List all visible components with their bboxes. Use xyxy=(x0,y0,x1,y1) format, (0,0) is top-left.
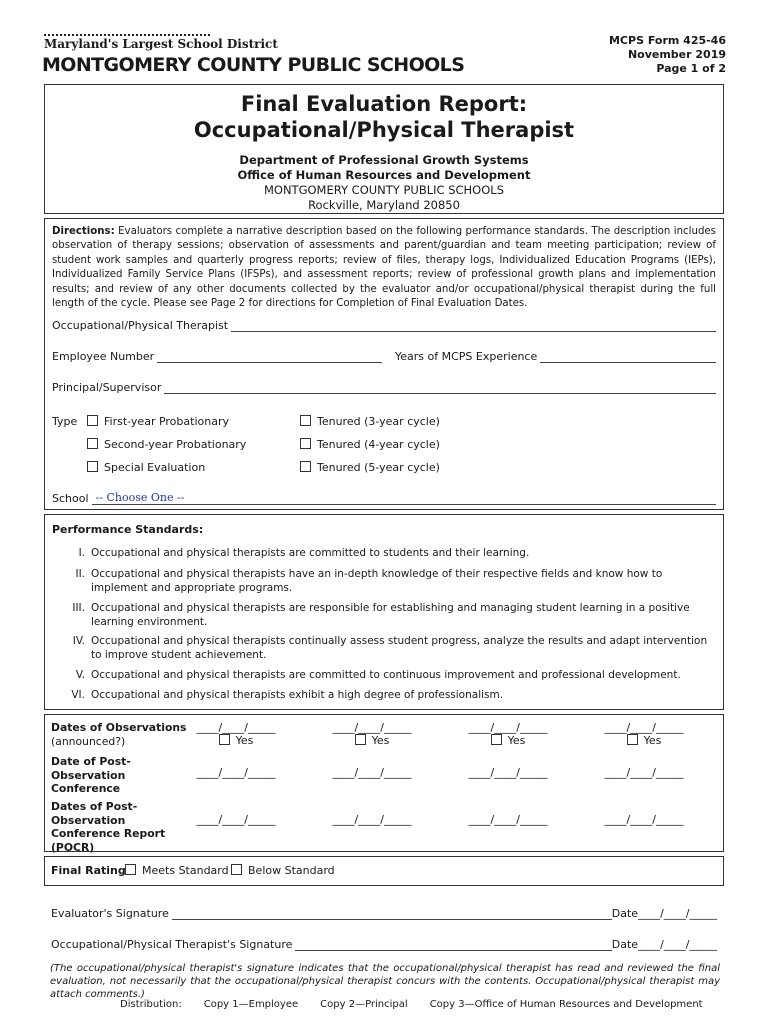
option-label: Tenured (5-year cycle) xyxy=(317,461,440,474)
announced-checkbox[interactable] xyxy=(463,734,553,747)
employee-number-field[interactable] xyxy=(52,350,382,363)
form-number: MCPS Form 425-46 xyxy=(608,34,726,47)
therapist-signature-input[interactable] xyxy=(295,938,611,951)
option-label: First-year Probationary xyxy=(104,415,229,428)
observation-date-2[interactable] xyxy=(327,721,417,747)
distribution-label: Distribution: xyxy=(120,999,182,1010)
standard-text: Occupational and physical therapists are responsible for establishing and managing student learning in a positive learning environment. xyxy=(91,602,690,628)
label-line: Observation xyxy=(51,813,126,827)
distribution-line xyxy=(120,999,725,1010)
info-box xyxy=(44,218,724,510)
pocr-date-1[interactable]: ____/____/_____ xyxy=(196,813,276,826)
school-field[interactable] xyxy=(52,490,716,505)
standard-item xyxy=(59,689,719,703)
post-obs-date-2[interactable]: ____/____/_____ xyxy=(332,766,412,779)
checkbox[interactable] xyxy=(300,438,311,449)
date-blank[interactable]: ____/____/_____ xyxy=(196,721,276,734)
option-label: Meets Standard xyxy=(142,864,229,877)
announced-checkbox[interactable] xyxy=(599,734,689,747)
checkbox[interactable] xyxy=(627,734,638,745)
employee-number-input[interactable] xyxy=(157,350,382,363)
type-label: Type xyxy=(52,415,78,428)
option-label: Tenured (3-year cycle) xyxy=(317,415,440,428)
standard-text: Occupational and physical therapists are committed to students and their learning. xyxy=(91,547,530,559)
evaluator-signature-label: Evaluator's Signature xyxy=(51,907,169,920)
school-system-name: MONTGOMERY COUNTY PUBLIC SCHOOLS xyxy=(42,54,465,76)
directions-label: Directions: xyxy=(52,226,115,237)
type-option-second-year[interactable] xyxy=(87,438,246,451)
page-title-line2: Occupational/Physical Therapist xyxy=(193,118,575,142)
final-rating-label: Final Rating xyxy=(51,864,126,877)
standard-number: III. xyxy=(72,602,85,614)
pocr-date-4[interactable]: ____/____/_____ xyxy=(604,813,684,826)
pocr-label xyxy=(51,800,165,854)
standard-item xyxy=(59,602,719,629)
type-option-tenured-4[interactable] xyxy=(300,438,440,451)
standard-text: Occupational and physical therapists continually assess student progress, analyze the results and adapt intervention to improve student achievement. xyxy=(91,635,708,661)
distribution-copy1: Copy 1—Employee xyxy=(203,999,299,1010)
checkbox[interactable] xyxy=(87,461,98,472)
signature-note: (The occupational/physical therapist's signature indicates that the occupational/physical therapist has read and reviewed the final evaluation, not necessarily that the occupational/physical therapist concurs with the contents. Occupational/physical therapist may attach comments.) xyxy=(50,963,720,1000)
final-rating-box xyxy=(44,856,724,886)
checkbox[interactable] xyxy=(300,415,311,426)
performance-heading: Performance Standards: xyxy=(52,523,204,536)
district-tagline: Maryland's Largest School District xyxy=(44,37,278,51)
pocr-date-2[interactable]: ____/____/_____ xyxy=(332,813,412,826)
therapist-input[interactable] xyxy=(231,319,716,332)
option-label: Second-year Probationary xyxy=(104,438,247,451)
pocr-date-3[interactable]: ____/____/_____ xyxy=(468,813,548,826)
post-obs-date-3[interactable]: ____/____/_____ xyxy=(468,766,548,779)
label-line: Dates of Post- xyxy=(51,800,138,813)
observation-date-4[interactable] xyxy=(599,721,689,747)
announced-label: (announced?) xyxy=(51,734,126,748)
standard-text: Occupational and physical therapists have an in-depth knowledge of their respective fields and know how to implement and appropriate programs. xyxy=(91,568,663,594)
school-select-value: -- Choose One -- xyxy=(95,491,185,504)
title-box xyxy=(44,84,724,214)
label-line: Date of Post- xyxy=(51,755,131,768)
label-line: Conference xyxy=(51,782,121,795)
standard-text: Occupational and physical therapists exhibit a high degree of professionalism. xyxy=(91,689,504,701)
checkbox[interactable] xyxy=(491,734,502,745)
form-date: November 2019 xyxy=(627,48,726,61)
distribution-copy2: Copy 2—Principal xyxy=(320,999,408,1010)
standard-number: II. xyxy=(75,568,85,580)
yes-label: Yes xyxy=(235,734,254,747)
checkbox[interactable] xyxy=(355,734,366,745)
option-label: Special Evaluation xyxy=(104,461,206,474)
therapist-label: Occupational/Physical Therapist xyxy=(52,319,229,332)
years-experience-input[interactable] xyxy=(540,350,716,363)
standard-number: IV. xyxy=(72,635,85,647)
organization: MONTGOMERY COUNTY PUBLIC SCHOOLS xyxy=(263,183,504,197)
type-option-tenured-3[interactable] xyxy=(300,415,440,428)
header-dotted-rule xyxy=(44,34,210,36)
checkbox[interactable] xyxy=(300,461,311,472)
observations-title: Dates of Observations xyxy=(51,721,187,734)
standard-number: V. xyxy=(75,669,85,681)
label-line: Conference Report xyxy=(51,827,166,840)
department: Department of Professional Growth Systems xyxy=(239,153,529,167)
observation-date-3[interactable] xyxy=(463,721,553,747)
standard-number: I. xyxy=(78,547,85,559)
therapist-signature-label: Occupational/Physical Therapist's Signature xyxy=(51,938,293,951)
option-label: Tenured (4-year cycle) xyxy=(317,438,440,451)
performance-standards-box xyxy=(44,514,724,710)
option-label: Below Standard xyxy=(248,864,335,877)
office: Office of Human Resources and Development xyxy=(237,168,531,182)
standard-number: VI. xyxy=(71,689,85,701)
standard-text: Occupational and physical therapists are committed to continuous improvement and professional development. xyxy=(91,669,681,681)
years-experience-field[interactable] xyxy=(395,350,716,363)
dates-box xyxy=(44,714,724,852)
evaluator-date[interactable]: Date____/____/_____ xyxy=(611,907,717,920)
principal-field[interactable] xyxy=(52,381,716,394)
therapist-signature-row[interactable] xyxy=(51,938,717,951)
directions xyxy=(52,225,716,311)
label-line: Observation xyxy=(51,768,126,782)
yes-label: Yes xyxy=(507,734,526,747)
page-title-line1: Final Evaluation Report: xyxy=(240,92,528,116)
date-blank[interactable]: ____/____/_____ xyxy=(468,721,548,734)
therapist-date[interactable]: Date____/____/_____ xyxy=(611,938,717,951)
evaluator-signature-input[interactable] xyxy=(172,907,612,920)
principal-label: Principal/Supervisor xyxy=(52,381,162,394)
principal-input[interactable] xyxy=(164,381,716,394)
form-info xyxy=(609,34,726,76)
standard-item xyxy=(59,568,719,595)
checkbox[interactable] xyxy=(219,734,230,745)
observation-date-1[interactable] xyxy=(191,721,281,747)
school-label: School xyxy=(52,492,89,505)
below-standard-option[interactable] xyxy=(231,864,335,877)
evaluator-signature-row[interactable] xyxy=(51,907,717,920)
school-select[interactable] xyxy=(92,490,716,505)
employee-number-label: Employee Number xyxy=(52,350,155,363)
standard-item xyxy=(59,669,719,683)
checkbox[interactable] xyxy=(231,864,242,875)
address: Rockville, Maryland 20850 xyxy=(308,198,460,212)
yes-label: Yes xyxy=(371,734,390,747)
checkbox[interactable] xyxy=(87,438,98,449)
post-obs-date-1[interactable]: ____/____/_____ xyxy=(196,766,276,779)
post-obs-date-4[interactable]: ____/____/_____ xyxy=(604,766,684,779)
date-blank[interactable]: ____/____/_____ xyxy=(332,721,412,734)
observations-label xyxy=(51,721,187,748)
standard-item xyxy=(59,635,719,662)
standard-item xyxy=(59,547,719,561)
checkbox[interactable] xyxy=(87,415,98,426)
post-observation-label xyxy=(51,755,131,796)
announced-checkbox[interactable] xyxy=(327,734,417,747)
therapist-field[interactable] xyxy=(52,319,716,332)
type-option-tenured-5[interactable] xyxy=(300,461,440,474)
label-line: (POCR) xyxy=(51,840,95,854)
yes-label: Yes xyxy=(643,734,662,747)
years-experience-label: Years of MCPS Experience xyxy=(395,350,538,363)
announced-checkbox[interactable] xyxy=(191,734,281,747)
meets-standard-option[interactable] xyxy=(125,864,229,877)
page-indicator: Page 1 of 2 xyxy=(656,62,726,75)
distribution-copy3: Copy 3—Office of Human Resources and Development xyxy=(429,999,703,1010)
date-blank[interactable]: ____/____/_____ xyxy=(604,721,684,734)
type-option-special[interactable] xyxy=(87,461,205,474)
directions-text: Evaluators complete a narrative description based on the following performance standards. The description includes observation of therapy sessions; observation of assessments and parent/guardian and team meeting participation; review of student work samples and quarterly progress reports; review of files, therapy logs, Individualized Education Programs (IEPs), Individualized Family Service Plans (IFSPs), and assessment reports; review of professional growth plans and implementation results; and review of any other documents collected by the evaluator and/or occupational/physical therapist during the full length of the cycle. Please see Page 2 for directions for Completion of Final Evaluation Dates. xyxy=(52,226,716,310)
checkbox[interactable] xyxy=(125,864,136,875)
type-option-first-year[interactable] xyxy=(87,415,229,428)
